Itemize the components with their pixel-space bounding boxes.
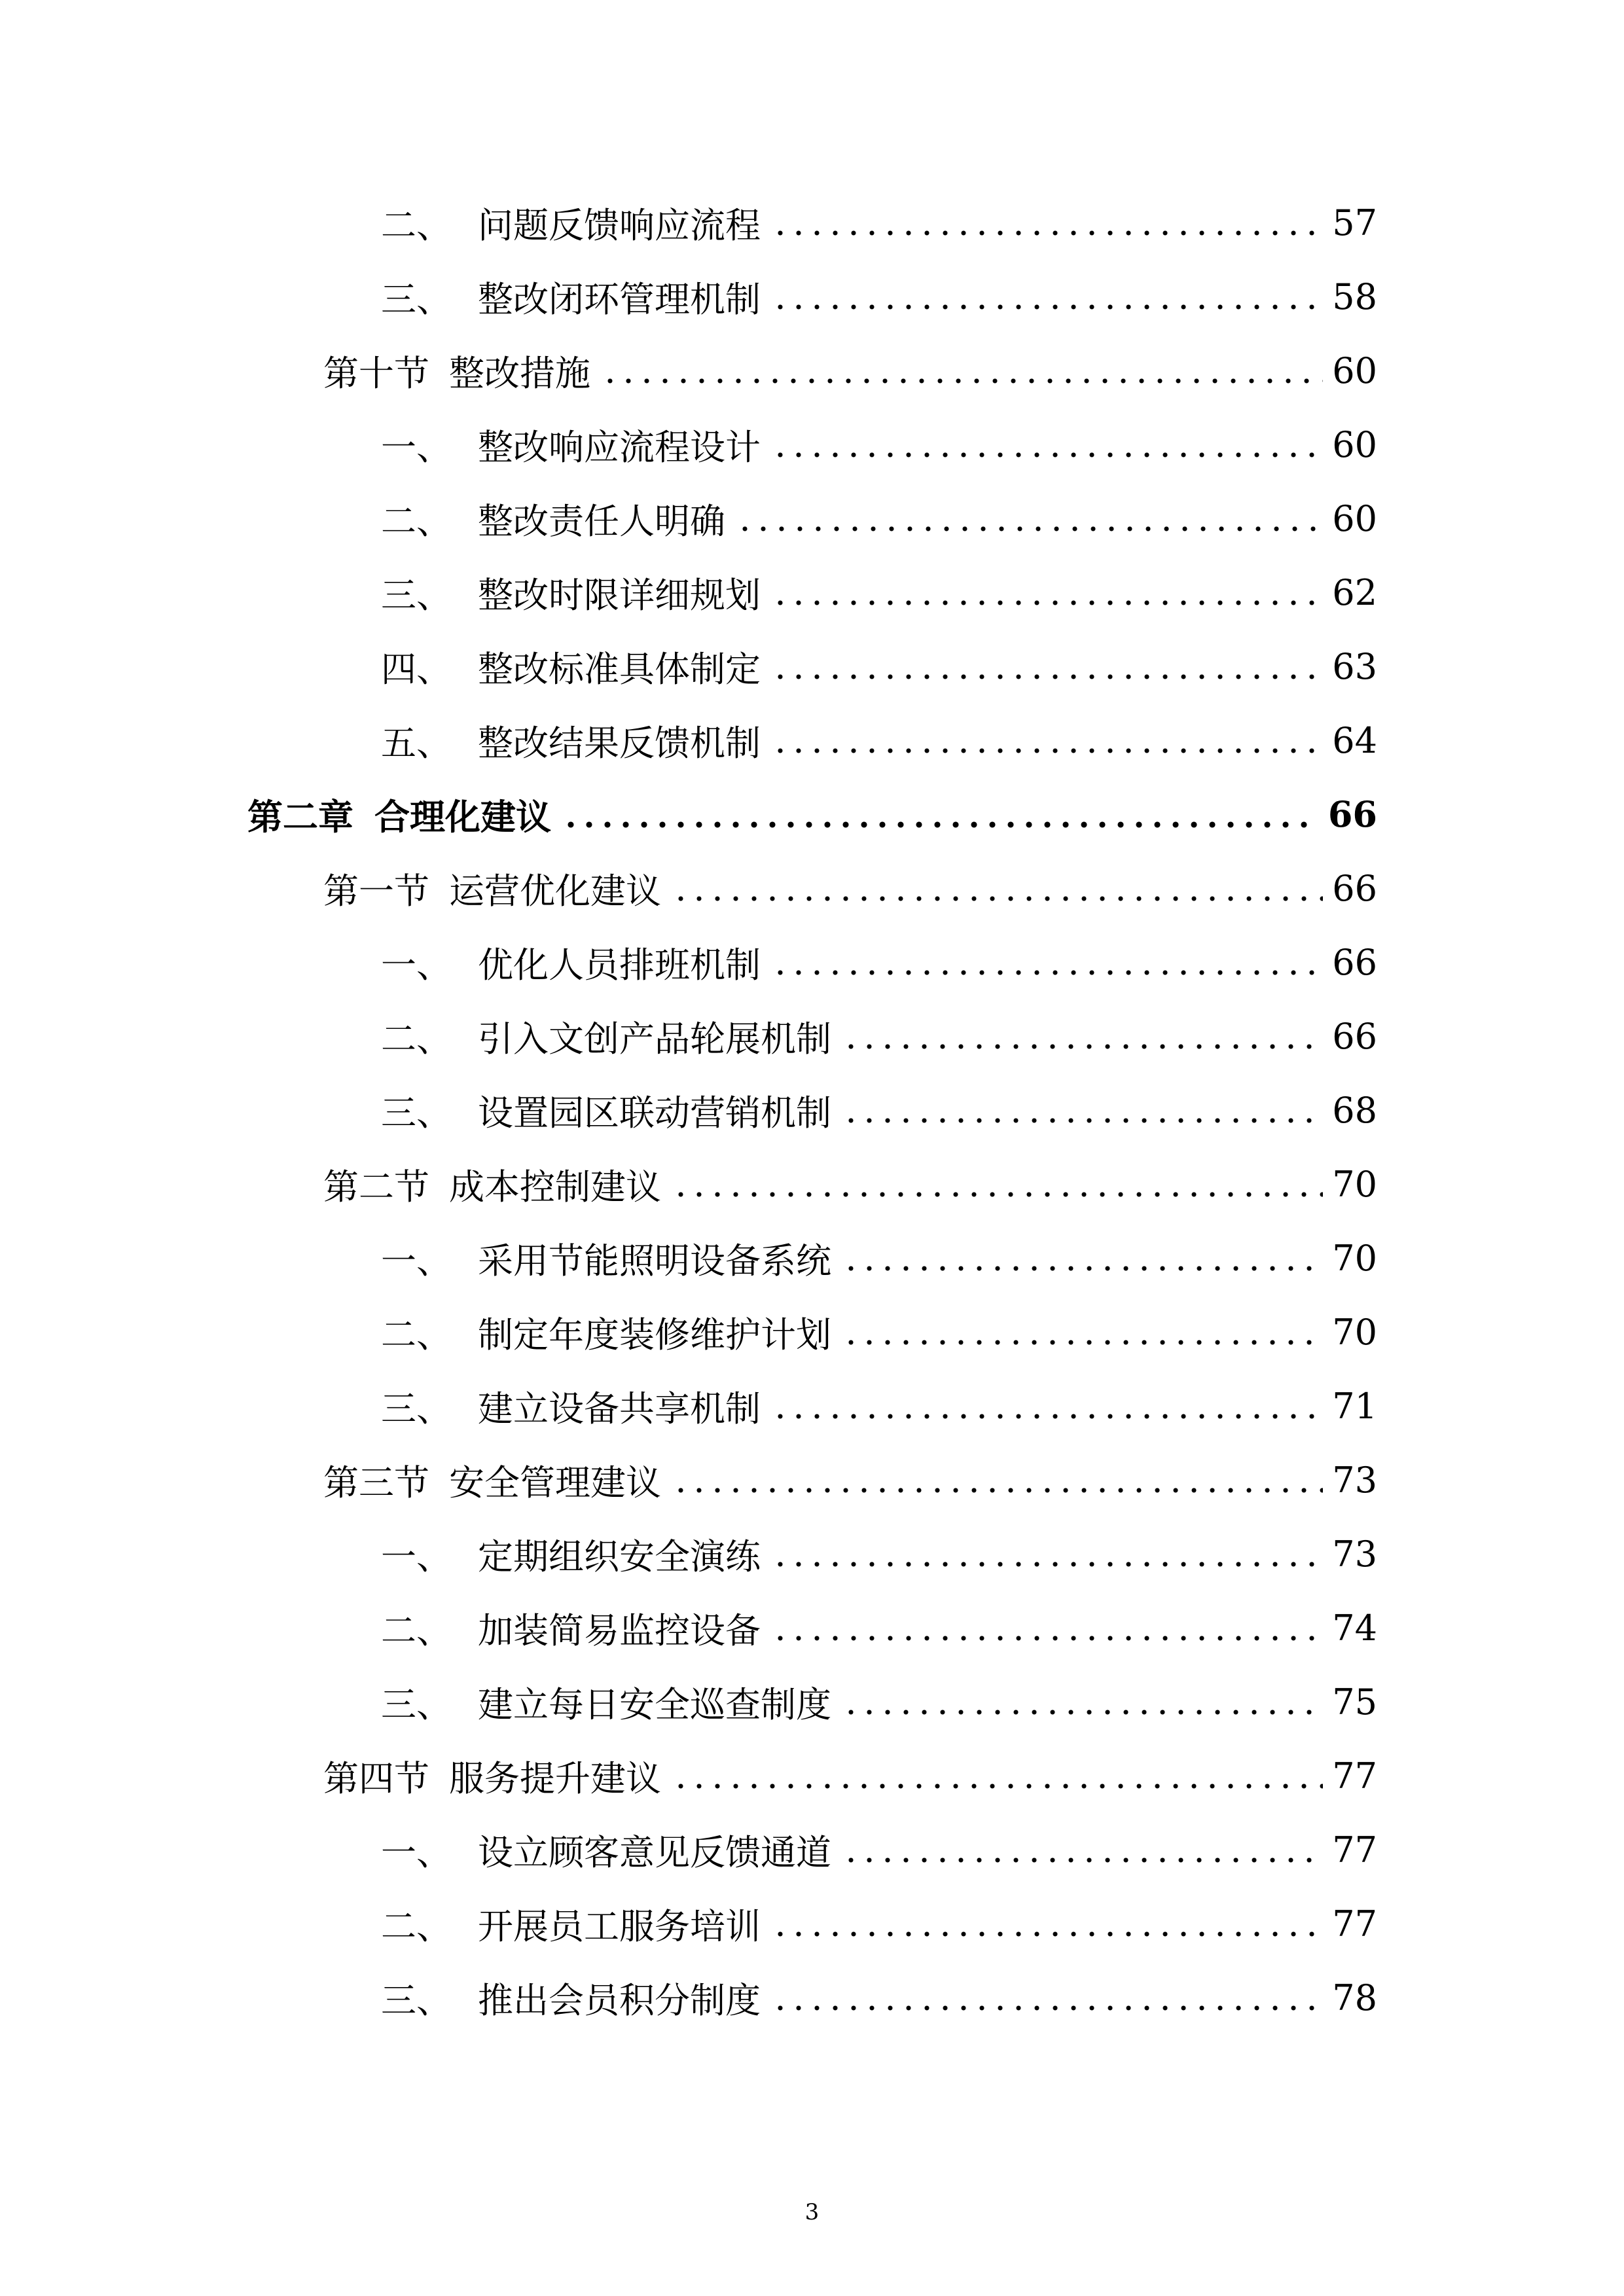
toc-entry[interactable] (323, 1148, 1377, 1220)
dot-leader (842, 1043, 1323, 1050)
toc-entry[interactable] (323, 1444, 1377, 1516)
dot-leader (842, 1265, 1323, 1272)
toc-entry-title: 设置园区联动营销机制 (478, 1092, 831, 1134)
dot-leader (672, 1191, 1323, 1198)
toc-entry[interactable] (381, 260, 1377, 332)
toc-entry-title: 整改责任人明确 (478, 500, 725, 542)
toc-entry[interactable] (381, 704, 1377, 776)
toc-entry-page: 74 (1332, 1607, 1377, 1649)
dot-leader (771, 747, 1323, 755)
toc-entry-title: 问题反馈响应流程 (478, 204, 761, 246)
dot-leader (771, 303, 1323, 311)
toc-entry-number: 二、 (381, 204, 452, 246)
toc-entry-number: 二、 (381, 1018, 452, 1060)
toc-entry[interactable] (381, 1074, 1377, 1146)
toc-entry-number: 第二章 (247, 795, 353, 838)
toc-entry-number: 三、 (381, 1979, 452, 2021)
toc-entry-page: 60 (1332, 497, 1377, 539)
dot-leader (771, 969, 1323, 977)
toc-entry[interactable] (323, 334, 1377, 406)
dot-leader (771, 229, 1323, 237)
toc-entry-page: 66 (1332, 941, 1377, 983)
toc-entry-title: 制定年度装修维护计划 (478, 1314, 831, 1355)
dot-leader (672, 1486, 1323, 1494)
toc-entry-page: 70 (1332, 1311, 1377, 1353)
toc-entry-page: 71 (1332, 1385, 1377, 1427)
toc-entry[interactable] (381, 556, 1377, 628)
dot-leader (601, 377, 1323, 385)
toc-entry-page: 77 (1332, 1755, 1377, 1797)
toc-entry-number: 一、 (381, 1535, 452, 1577)
toc-entry-number: 一、 (381, 426, 452, 468)
toc-entry-page: 70 (1332, 1163, 1377, 1205)
page-number: 3 (804, 2199, 820, 2225)
toc-entry-page: 58 (1332, 276, 1377, 317)
toc-entry[interactable] (323, 852, 1377, 924)
toc-entry[interactable] (381, 1518, 1377, 1590)
toc-entry-title: 成本控制建议 (449, 1166, 661, 1208)
toc-entry[interactable] (381, 1888, 1377, 1960)
toc-entry-page: 66 (1327, 793, 1377, 835)
toc-entry-title: 整改结果反馈机制 (478, 722, 761, 764)
toc-entry-title: 运营优化建议 (449, 870, 661, 912)
dot-leader (842, 1117, 1323, 1124)
dot-leader (771, 599, 1323, 607)
toc-entry-number: 四、 (381, 648, 452, 690)
toc-entry-number: 一、 (381, 1831, 452, 1873)
toc-entry-title: 设立顾客意见反馈通道 (478, 1831, 831, 1873)
toc-entry-number: 一、 (381, 944, 452, 986)
toc-entry-title: 加装简易监控设备 (478, 1609, 761, 1651)
toc-chapter-entry[interactable] (247, 778, 1377, 850)
toc-entry-page: 73 (1332, 1459, 1377, 1501)
toc-entry-page: 75 (1332, 1681, 1377, 1723)
toc-entry[interactable] (381, 1000, 1377, 1072)
toc-entry-number: 二、 (381, 500, 452, 542)
toc-entry-number: 五、 (381, 722, 452, 764)
toc-entry-page: 77 (1332, 1829, 1377, 1871)
toc-entry-number: 三、 (381, 1683, 452, 1725)
dot-leader (771, 2004, 1323, 2012)
toc-entry-title: 优化人员排班机制 (478, 944, 761, 986)
toc-entry-title: 整改时限详细规划 (478, 574, 761, 616)
toc-entry[interactable] (381, 1592, 1377, 1664)
toc-entry-title: 开展员工服务培训 (478, 1905, 761, 1947)
toc-entry-number: 三、 (381, 1388, 452, 1429)
toc-entry-page: 60 (1332, 423, 1377, 465)
dot-leader (736, 525, 1323, 533)
toc-entry-title: 引入文创产品轮展机制 (478, 1018, 831, 1060)
toc-entry[interactable] (323, 1740, 1377, 1812)
toc-entry-title: 采用节能照明设备系统 (478, 1240, 831, 1282)
toc-entry-page: 62 (1332, 571, 1377, 613)
toc-entry-page: 77 (1332, 1903, 1377, 1945)
toc-entry-page: 57 (1332, 202, 1377, 243)
toc-entry-title: 整改措施 (449, 352, 590, 394)
toc-entry-number: 三、 (381, 574, 452, 616)
dot-leader (672, 895, 1323, 903)
dot-leader (842, 1856, 1323, 1864)
toc-entry-title: 定期组织安全演练 (478, 1535, 761, 1577)
toc-entry[interactable] (381, 1370, 1377, 1442)
toc-entry-title: 建立每日安全巡查制度 (478, 1683, 831, 1725)
toc-entry-number: 第十节 (323, 352, 429, 394)
toc-entry-page: 60 (1332, 350, 1377, 391)
toc-entry-title: 建立设备共享机制 (478, 1388, 761, 1429)
toc-entry[interactable] (381, 482, 1377, 554)
toc-entry-page: 66 (1332, 1015, 1377, 1057)
toc-entry-page: 73 (1332, 1533, 1377, 1575)
toc-entry-number: 第一节 (323, 870, 429, 912)
toc-entry-page: 66 (1332, 867, 1377, 909)
toc-entry[interactable] (381, 1814, 1377, 1886)
toc-entry-title: 安全管理建议 (449, 1462, 661, 1503)
toc-entry-page: 78 (1332, 1977, 1377, 2018)
toc-entry-number: 第四节 (323, 1757, 429, 1799)
toc-entry-number: 二、 (381, 1905, 452, 1947)
toc-entry-title: 合理化建议 (374, 795, 551, 838)
dot-leader (771, 1412, 1323, 1420)
toc-entry-title: 服务提升建议 (449, 1757, 661, 1799)
toc-entry-number: 二、 (381, 1314, 452, 1355)
toc-entry[interactable] (381, 1962, 1377, 2034)
toc-entry[interactable] (381, 1222, 1377, 1294)
toc-entry[interactable] (381, 630, 1377, 702)
dot-leader (771, 673, 1323, 681)
toc-entry-title: 整改标准具体制定 (478, 648, 761, 690)
toc-entry-page: 68 (1332, 1089, 1377, 1131)
toc-entry-page: 64 (1332, 719, 1377, 761)
dot-leader (771, 451, 1323, 459)
toc-entry[interactable] (381, 1666, 1377, 1738)
toc-entry-number: 第三节 (323, 1462, 429, 1503)
dot-leader (771, 1930, 1323, 1938)
toc-entry-number: 二、 (381, 1609, 452, 1651)
toc-entry[interactable] (381, 187, 1377, 259)
toc-entry[interactable] (381, 408, 1377, 480)
dot-leader (842, 1708, 1323, 1716)
toc-entry-number: 一、 (381, 1240, 452, 1282)
toc-entry-title: 推出会员积分制度 (478, 1979, 761, 2021)
toc-entry[interactable] (381, 926, 1377, 998)
dot-leader (771, 1634, 1323, 1642)
dot-leader (672, 1782, 1323, 1790)
toc-entry[interactable] (381, 1296, 1377, 1368)
toc-entry-title: 整改闭环管理机制 (478, 278, 761, 320)
toc-entry-page: 63 (1332, 645, 1377, 687)
toc-entry-number: 第二节 (323, 1166, 429, 1208)
toc-entry-number: 三、 (381, 1092, 452, 1134)
dot-leader (562, 821, 1319, 829)
toc-entry-page: 70 (1332, 1237, 1377, 1279)
dot-leader (771, 1560, 1323, 1568)
toc-entry-title: 整改响应流程设计 (478, 426, 761, 468)
dot-leader (842, 1338, 1323, 1346)
toc-entry-number: 三、 (381, 278, 452, 320)
